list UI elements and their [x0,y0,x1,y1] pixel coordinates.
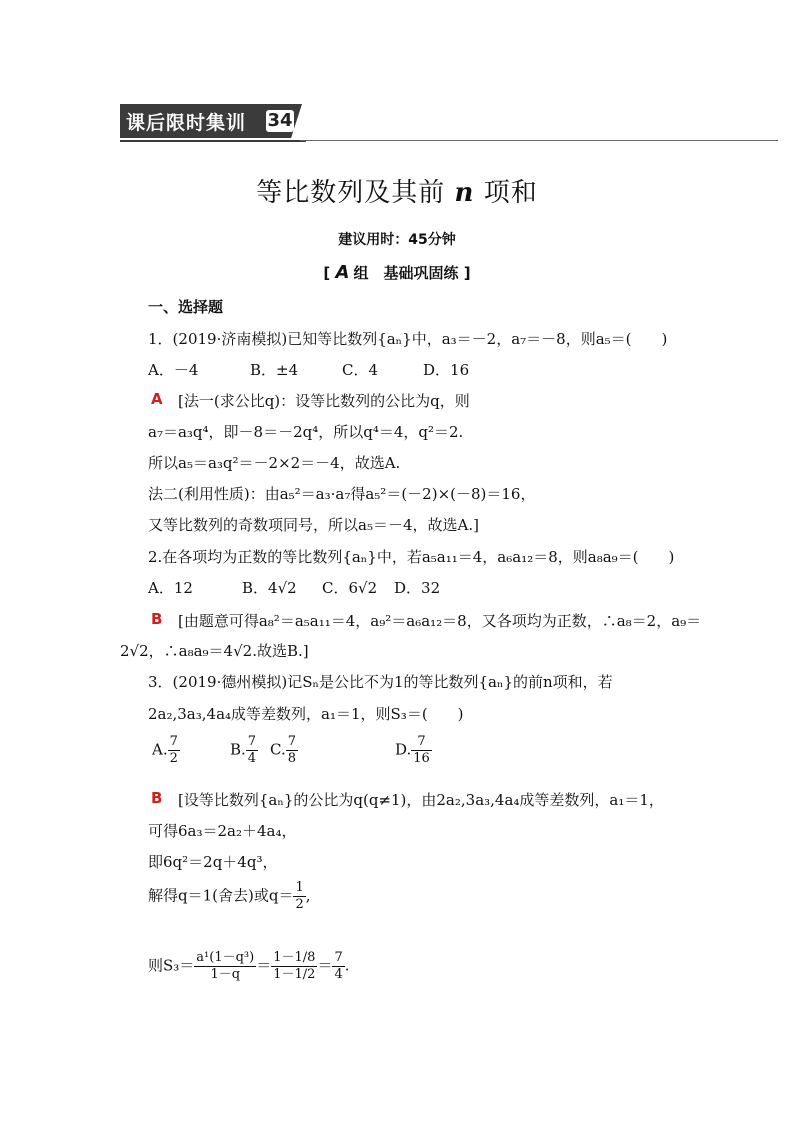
q1-solution-line: 法二(利用性质)：由a₅²＝a₃·a₇得a₅²＝(－2)×(－8)＝16， [148,485,536,503]
q3-stem: 3．(2019·德州模拟)记Sₙ是公比不为1的等比数列{aₙ}的前n项和，若 [148,673,613,691]
header-label: 课后限时集训 [126,112,247,134]
q2-option-c: C．6√2 [322,579,378,597]
section-heading: 一、选择题 [148,298,224,316]
q3-option-a: A. $\frac{7}{2}$ [152,734,178,766]
page-title: 等比数列及其前 n 项和 [256,178,538,208]
q2-solution-line: [由题意可得a₈²＝a₅a₁₁＝4，a₉²＝a₆a₁₂＝8，又各项均为正数，∴a₈＝2，a₉＝ [178,612,702,630]
q3-answer: B [151,789,163,807]
header-number-badge: 34 [267,110,293,131]
q2-option-b: B．4√2 [242,579,297,597]
q1-option-c: C．4 [342,361,379,379]
q1-option-a: A．－4 [148,361,199,379]
q1-solution-line: a₇＝a₃q⁴，即－8＝－2q⁴，所以q⁴＝4，q²＝2. [148,423,464,441]
q2-solution-line: 2√2，∴a₈a₉＝4√2.故选B.] [120,642,309,660]
q3-stem: 2a₂,3a₃,4a₄成等差数列，a₁＝1，则S₃＝( ) [148,705,464,723]
q3-solution-line: 即6q²＝2q＋4q³， [148,853,278,871]
q2-option-a: A．12 [148,579,193,597]
header-underline-dark [120,140,306,142]
q3-solution-line: 解得q＝1(舍去)或q＝ $\frac{1}{2}$ , [148,880,311,912]
q3-solution-line: 可得6a₃＝2a₂＋4a₄， [148,822,297,840]
q1-stem: 1．(2019·济南模拟)已知等比数列{aₙ}中，a₃＝－2，a₇＝－8，则a₅＝( ) [148,330,668,348]
q1-option-d: D．16 [423,361,470,379]
q1-solution-line: 又等比数列的奇数项同号，所以a₅＝－4，故选A.] [148,516,479,534]
q3-option-d: D. $\frac{7}{16}$ [395,734,430,766]
header-rule [300,140,778,141]
q1-option-b: B．±4 [250,361,299,379]
q1-solution-line: [法一(求公比q)：设等比数列的公比为q，则 [178,392,470,410]
q3-solution-line: [设等比数列{aₙ}的公比为q(q≠1)，由2a₂,3a₃,4a₄成等差数列，a₁＝1， [178,791,664,809]
q1-solution-line: 所以a₅＝a₃q²＝－2×2＝－4，故选A. [148,454,401,472]
q3-option-c: C. $\frac{7}{8}$ [270,734,296,766]
suggested-time: 建议用时：45分钟 [338,232,456,248]
q3-solution-line: 则S₃＝ $\frac{\text{a¹(1－q³)}}{1-q}$ ＝ $\frac{1-1/8}{1-1/2}$ ＝ $\frac{7}{4}$ . [148,950,350,982]
q2-stem: 2.在各项均为正数的等比数列{aₙ}中，若a₅a₁₁＝4，a₆a₁₂＝8，则a₈a₉＝( ) [148,548,675,566]
q1-answer: A [151,390,163,408]
group-heading: [ A 组 基础巩固练 ] [323,262,471,283]
q2-answer: B [151,610,163,628]
q3-option-b: B. $\frac{7}{4}$ [230,734,257,766]
q2-option-d: D．32 [394,579,441,597]
